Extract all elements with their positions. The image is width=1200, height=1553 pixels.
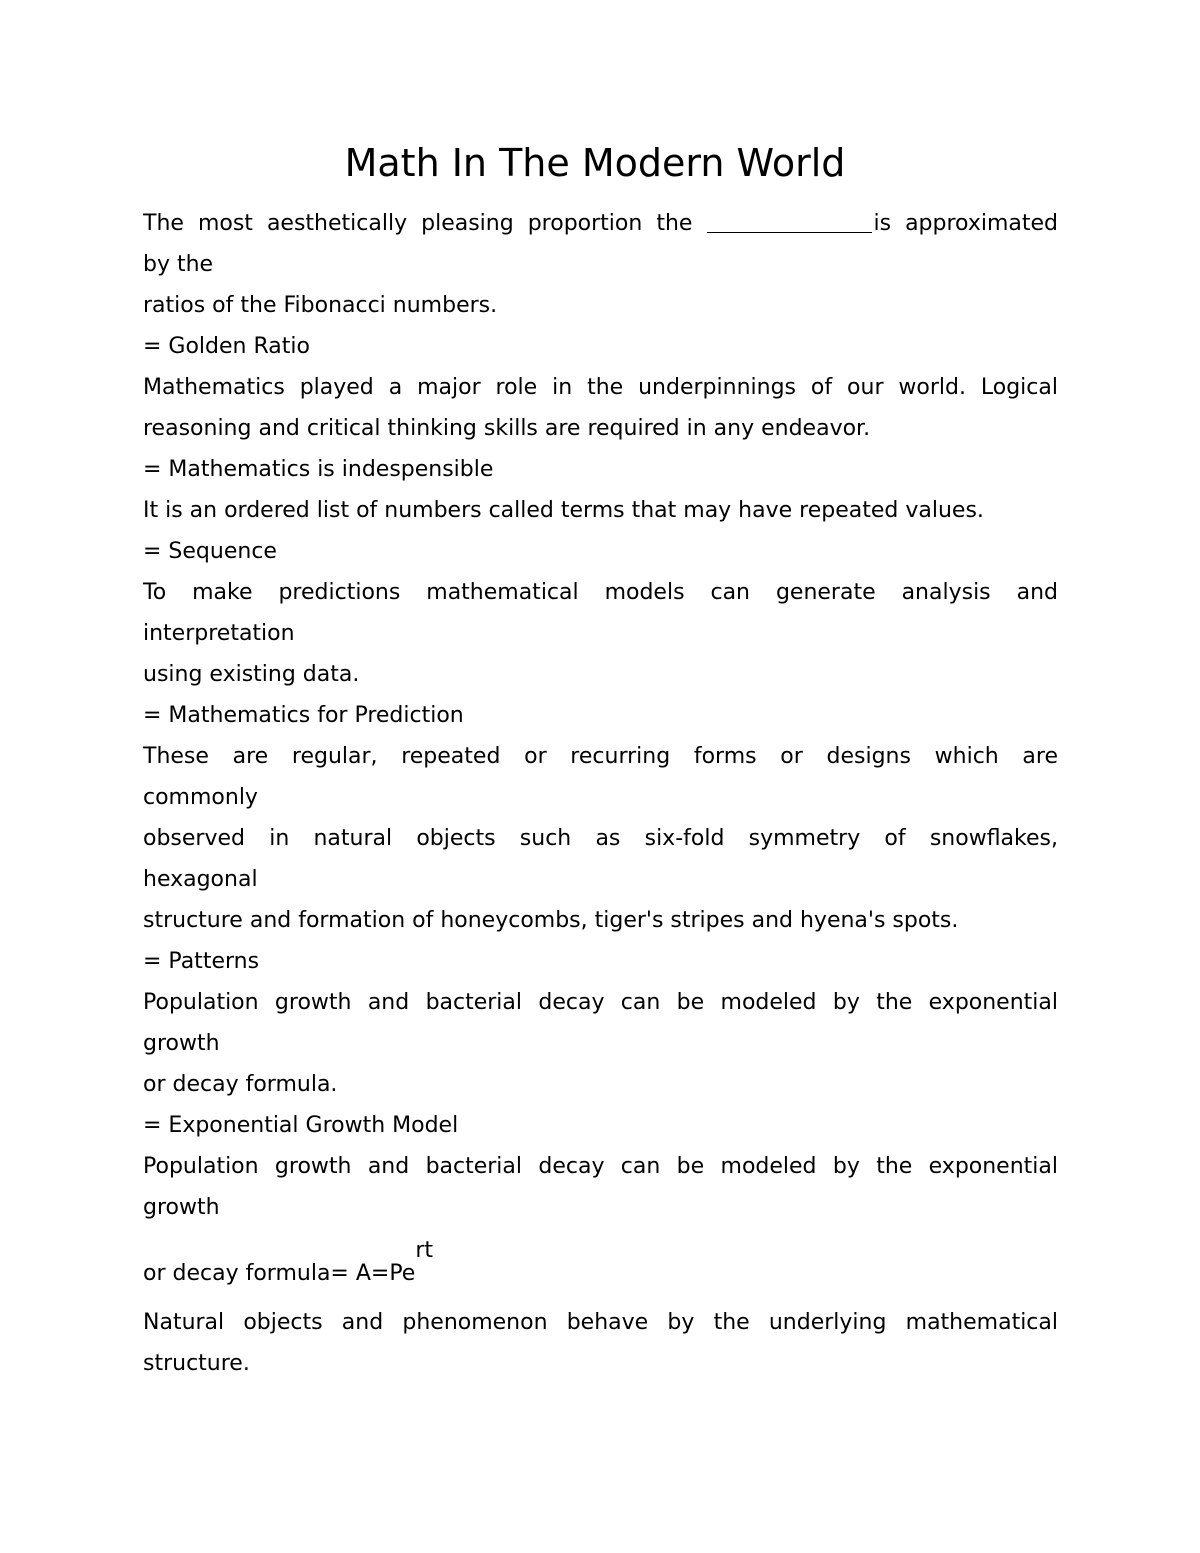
text-line: reasoning and critical thinking skills are required in any endeavor. <box>143 416 871 441</box>
answer-line: = Patterns <box>143 949 260 974</box>
text-line: structure. <box>143 1351 250 1376</box>
text-line: observed in natural objects such as six-fold symmetry of snowflakes, <box>143 826 1058 851</box>
text-line: ratios of the Fibonacci numbers. <box>143 293 498 318</box>
document-title: Math In The Modern World <box>344 141 846 185</box>
text-fragment: is approximated <box>873 211 1058 236</box>
answer-line: = Mathematics for Prediction <box>143 703 464 728</box>
text-line: commonly <box>143 785 258 810</box>
document-body <box>143 203 1058 1384</box>
text-fragment: The most aesthetically pleasing proportion the <box>143 211 707 236</box>
text-line: interpretation <box>143 621 295 646</box>
text-line: or decay formula. <box>143 1072 338 1097</box>
text-line: hexagonal <box>143 867 258 892</box>
text-line: It is an ordered list of numbers called terms that may have repeated values. <box>143 498 984 523</box>
answer-line: = Exponential Growth Model <box>143 1113 459 1138</box>
spacer <box>143 1294 1058 1302</box>
text-line: growth <box>143 1031 220 1056</box>
text-line: structure and formation of honeycombs, tiger's stripes and hyena's spots. <box>143 908 959 933</box>
text-line: Population growth and bacterial decay can be modeled by the exponential <box>143 990 1058 1015</box>
text-line: Population growth and bacterial decay can be modeled by the exponential <box>143 1154 1058 1179</box>
text-line: growth <box>143 1195 220 1220</box>
text-line <box>143 203 1058 244</box>
formula-exponent: rt <box>415 1238 434 1263</box>
text-line: To make predictions mathematical models can generate analysis and <box>143 580 1058 605</box>
formula-line <box>143 1228 1058 1294</box>
answer-line: = Golden Ratio <box>143 334 310 359</box>
formula-base: or decay formula= A=Pe <box>143 1261 416 1286</box>
text-line: Natural objects and phenomenon behave by the underlying mathematical <box>143 1310 1058 1335</box>
answer-line: = Mathematics is indespensible <box>143 457 494 482</box>
fill-in-blank <box>707 210 872 233</box>
formula-text <box>143 1238 434 1294</box>
text-line: Mathematics played a major role in the underpinnings of our world. Logical <box>143 375 1058 400</box>
text-line: using existing data. <box>143 662 360 687</box>
text-line: These are regular, repeated or recurring forms or designs which are <box>143 744 1058 769</box>
text-line: by the <box>143 252 214 277</box>
answer-line: = Sequence <box>143 539 277 564</box>
